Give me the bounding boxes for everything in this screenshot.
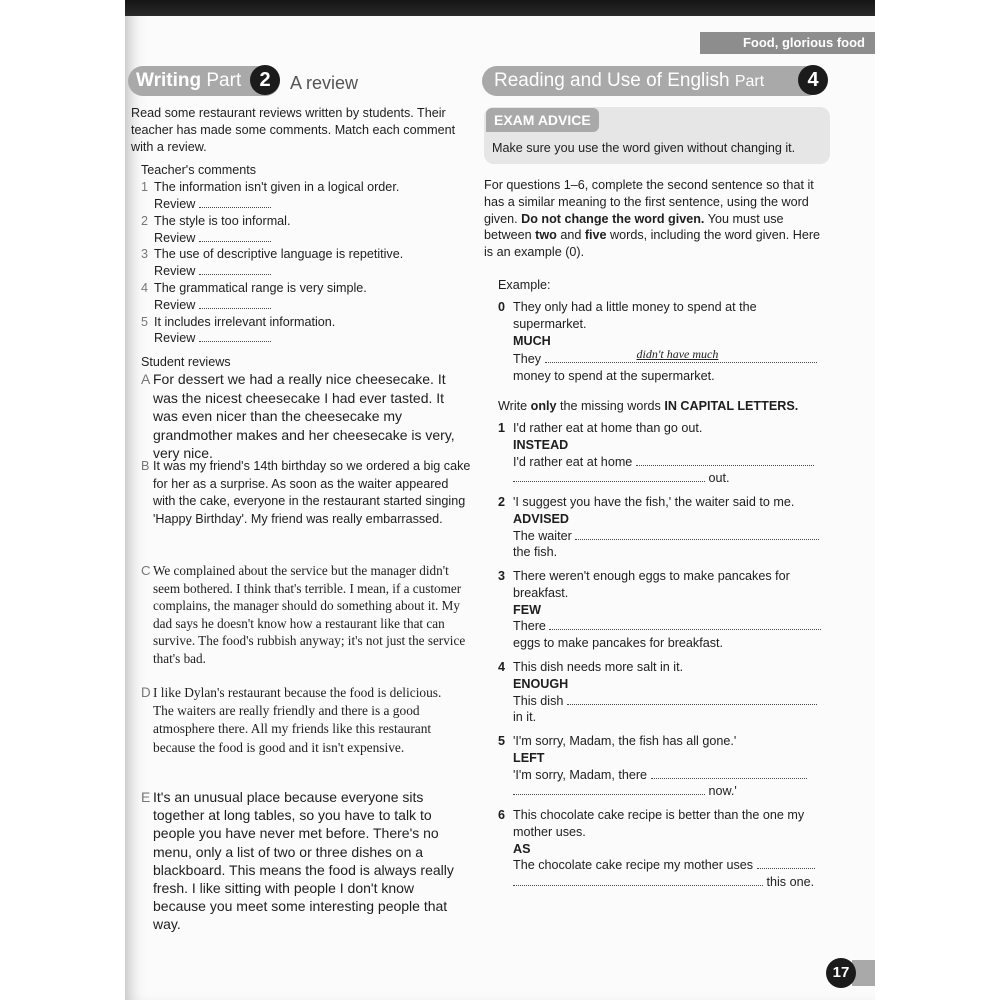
answer-blank[interactable] <box>567 694 817 705</box>
comment-text: The grammatical range is very simple. <box>154 280 367 295</box>
review-label: Review <box>154 230 196 245</box>
reviews-label: Student reviews <box>141 355 231 370</box>
question-sentence: I'd rather eat at home than go out. <box>513 421 703 435</box>
answer-blank[interactable] <box>757 858 815 869</box>
review-label: Review <box>154 264 196 279</box>
question-keyword: INSTEAD <box>513 437 569 452</box>
question-keyword: ENOUGH <box>513 676 569 691</box>
question-1 <box>498 420 828 487</box>
writing-part-label: Part <box>206 70 242 91</box>
answer-blank[interactable] <box>575 529 819 540</box>
review-label: Review <box>154 331 196 346</box>
question-start: This dish <box>513 693 564 708</box>
review-letter: D <box>141 685 151 700</box>
question-end: in it. <box>513 710 537 725</box>
reading-instructions <box>484 177 826 261</box>
answer-blank[interactable] <box>636 455 814 466</box>
comment-item <box>141 246 471 280</box>
example-question <box>498 299 828 385</box>
question-end: eggs to make pancakes for breakfast. <box>513 636 724 651</box>
review-text: I like Dylan's restaurant because the food is delicious. The waiters are really friendly and there is a good atmosphere there. All my friends like this restaurant because the food is good and it isn't expensive. <box>153 685 442 755</box>
question-number: 3 <box>498 569 506 583</box>
writing-intro: Read some restaurant reviews written by students. Their teacher has made some comments. Match each comment with a review. <box>131 106 456 154</box>
review-letter: C <box>141 563 151 578</box>
review-text: It was my friend's 14th birthday so we ordered a big cake for her as a surprise. As soon as the waiter appeared with the cake, everyone in the restaurant started singing 'Happy Birthday'. My friend was really embarrassed. <box>153 459 471 526</box>
example-answer-line <box>545 346 817 363</box>
question-keyword: MUCH <box>513 333 551 348</box>
question-sentence: 'I suggest you have the fish,' the waiter said to me. <box>513 495 795 509</box>
answer-blank[interactable] <box>199 264 271 275</box>
comment-number: 1 <box>141 180 149 195</box>
comment-number: 2 <box>141 213 149 228</box>
comments-label: Teacher's comments <box>141 163 257 178</box>
comment-text: The style is too informal. <box>154 213 291 228</box>
review-a <box>141 370 471 463</box>
answer-blank[interactable] <box>513 784 705 795</box>
question-number: 1 <box>498 421 506 435</box>
comment-number: 4 <box>141 280 149 295</box>
instruction-text: words, including the word given. Here is an example (0). <box>484 228 821 260</box>
review-b <box>141 458 471 528</box>
review-letter: A <box>141 371 151 387</box>
exam-advice-text: Make sure you use the word given without changing it. <box>492 141 796 155</box>
question-number: 6 <box>498 808 506 822</box>
answer-blank[interactable] <box>199 231 271 242</box>
comment-item <box>141 179 471 213</box>
writing-part-number: 2 <box>250 65 280 95</box>
question-start: 'I'm sorry, Madam, there <box>513 767 648 782</box>
question-number: 5 <box>498 734 506 748</box>
chapter-title: Food, glorious food <box>700 32 875 54</box>
comment-number: 3 <box>141 247 149 262</box>
reading-heading <box>482 66 822 96</box>
answer-blank[interactable] <box>199 197 271 208</box>
question-end: now.' <box>708 784 737 799</box>
page-number: 17 <box>826 958 856 988</box>
instruction-bold: two <box>535 228 557 243</box>
answer-blank[interactable] <box>651 768 807 779</box>
reading-part-number: 4 <box>798 65 828 95</box>
write-instruction <box>498 398 828 415</box>
question-3 <box>498 568 828 652</box>
instruction-bold: five <box>584 228 607 243</box>
instruction-text: You must use between <box>484 211 784 243</box>
comment-item <box>141 314 471 348</box>
instruction-bold: IN CAPITAL LETTERS. <box>664 399 799 413</box>
review-letter: B <box>141 459 150 473</box>
writing-left-column <box>131 105 471 371</box>
review-text: We complained about the service but the manager didn't seem bothered. I think that's terrible. I mean, if a customer complains, the manager should do something about it. My dad says he doesn't know how a restaurant like that can survive. The food's rubbish anyway; it's not just the service that's bad. <box>153 563 466 666</box>
review-text: It's an unusual place because everyone sits together at long tables, so you have to talk to people you have never met before. There's no menu, only a list of two or three dishes on a blackboard. This means the food is always really fresh. I like sitting with people I don't know because you meet some interesting people that way. <box>153 789 454 933</box>
question-start: The waiter <box>513 528 572 543</box>
review-letter: E <box>141 789 151 805</box>
review-e <box>141 788 457 934</box>
top-bar <box>125 0 875 16</box>
instruction-bold: only <box>530 399 557 413</box>
question-sentence: There weren't enough eggs to make pancakes for breakfast. <box>513 569 790 600</box>
question-end: this one. <box>766 875 815 890</box>
question-end: money to spend at the supermarket. <box>513 369 715 384</box>
review-d <box>141 684 465 757</box>
instruction-text: the missing words <box>560 399 661 413</box>
question-2 <box>498 494 828 561</box>
question-keyword: ADVISED <box>513 511 569 526</box>
instruction-text: For questions 1–6, complete the second sentence so that it has a similar meaning to the first sentence, using the word given. <box>484 178 814 226</box>
review-text: For dessert we had a really nice cheesecake. It was the nicest cheesecake I had ever tasted. It was even nicer than the cheesecake my grandmother makes and her cheesecake is very, very nice. <box>153 371 455 461</box>
answer-blank[interactable] <box>199 331 271 342</box>
instruction-text: and <box>560 228 582 243</box>
writing-subtitle: A review <box>290 73 359 93</box>
page-margin-left <box>0 0 125 1000</box>
answer-blank[interactable] <box>549 619 821 630</box>
example-answer: didn't have much <box>636 346 719 361</box>
question-end: out. <box>708 471 730 486</box>
answer-blank[interactable] <box>199 298 271 309</box>
question-start: They <box>513 352 541 367</box>
question-keyword: LEFT <box>513 750 545 765</box>
question-start: There <box>513 619 546 634</box>
comment-item <box>141 280 471 314</box>
comment-text: The use of descriptive language is repetitive. <box>154 247 404 262</box>
exam-advice-title: EXAM ADVICE <box>486 108 599 132</box>
question-sentence: This chocolate cake recipe is better than the one my mother uses. <box>513 808 805 839</box>
question-sentence: They only had a little money to spend at the supermarket. <box>513 300 757 331</box>
question-end: the fish. <box>513 545 558 560</box>
instruction-text: Write <box>498 399 528 413</box>
question-number: 2 <box>498 495 506 509</box>
question-4 <box>498 659 828 726</box>
example-label: Example: <box>498 278 551 292</box>
review-c <box>141 562 469 668</box>
question-6 <box>498 807 828 891</box>
question-sentence: 'I'm sorry, Madam, the fish has all gone.' <box>513 734 737 748</box>
question-sentence: This dish needs more salt in it. <box>513 660 684 674</box>
reading-title: Reading and Use of English <box>494 70 730 91</box>
review-label: Review <box>154 196 196 211</box>
question-keyword: AS <box>513 841 531 856</box>
answer-blank[interactable] <box>513 875 763 886</box>
question-number: 0 <box>498 300 506 314</box>
comment-text: It includes irrelevant information. <box>154 314 336 329</box>
comment-item <box>141 213 471 247</box>
question-keyword: FEW <box>513 602 541 617</box>
question-start: The chocolate cake recipe my mother uses <box>513 858 754 873</box>
instruction-bold: Do not change the word given. <box>521 211 705 226</box>
review-label: Review <box>154 297 196 312</box>
reading-part-label: Part <box>734 73 765 90</box>
question-5 <box>498 733 828 800</box>
question-number: 4 <box>498 660 506 674</box>
answer-blank[interactable] <box>513 471 705 482</box>
question-start: I'd rather eat at home <box>513 454 633 469</box>
page-margin-right <box>875 0 1000 1000</box>
comment-text: The information isn't given in a logical order. <box>154 180 400 195</box>
writing-title: Writing <box>136 70 202 91</box>
comment-number: 5 <box>141 314 149 329</box>
